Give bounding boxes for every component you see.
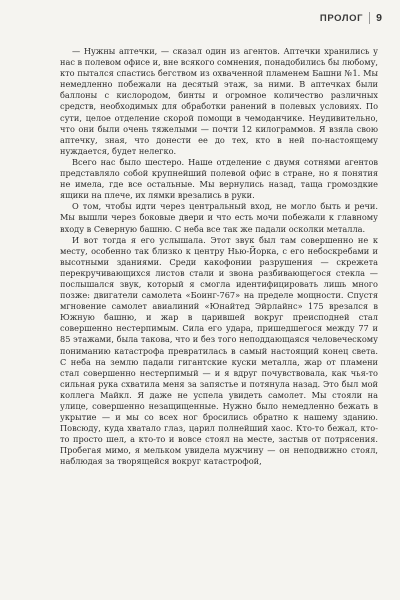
paragraph: О том, чтобы идти через центральный вход, не могло быть и речи. Мы вышли через боковые двери и что есть мочи побежали к главному входу в Северную башню. С неба все так же падали осколки металла. [60,201,378,234]
paragraph: — Нужны аптечки, — сказал один из агентов. Аптечки хранились у нас в полевом офисе и, вне всякого сомнения, понадобились бы любому, кто пытался спастись бегством из охваченной пламенем Башни №1. Мы немедленно побежали на десятый этаж, за ними. В аптечках были баллоны с кислородом, бинты и огромное количество различных средств, необходимых для обработки ранений в полевых условиях. По сути, целое отделение скорой помощи в чемоданчике. Неудивительно, что они были очень тяжелыми — почти 12 килограммов. Я взяла свою аптечку, зная, что донести ее до тех, кто в ней по-настоящему нуждается, будет нелегко. [60,46,378,156]
header-divider [369,12,370,24]
running-head [320,12,382,24]
chapter-title: ПРОЛОГ [319,12,364,24]
paragraph: Всего нас было шестеро. Наше отделение с двумя сотнями агентов представляло собой крупнейший полевой офис в стране, но я понятия не имела, где все остальные. Мы вернулись назад, таща громоздкие ящики на плече, их лямки врезались в руки. [60,156,378,201]
page-number: 9 [376,12,382,24]
paragraph: И вот тогда я его услышала. Этот звук был там совершенно не к месту, особенно так близко к центру Нью-Йорка, с его небоскребами и высотными зданиями. Среди какофонии разрушения — скрежета перекручивающихся листов стали и звона разбивающегося стекла — послышался звук, который я смогла идентифицировать лишь много позже: двигатели самолета «Боинг-767» на пределе мощности. Спустя мгновение самолет авиалиний «Юнайтед Эйрлайнс» 175 врезался в Южную башню, и жар в царившей вокруг преисподней стал совершенно нестерпимым. Сила его удара, пришедшегося между 77 и 85 этажами, была такова, что и без того неподдающаяся человеческому пониманию катастрофа превратилась в самый настоящий конец света. С неба на землю падали гигантские куски металла, жар от пламени стал совершенно нестерпимый — и я вдруг почувствовала, как чья-то сильная рука схватила меня за запястье и потянула назад. Это был мой коллега Майкл. Я даже не успела увидеть самолет. Мы стояли на улице, совершенно незащищенные. Нужно было немедленно бежать в укрытие — и мы со всех ног бросились обратно к нашему зданию. Повсюду, куда хватало глаз, царил полнейший хаос. Кто-то бежал, кто-то просто шел, а кто-то и вовсе стоял на месте, застыв от потрясения. Пробегая мимо, я мельком увидела мужчину — он неподвижно стоял, наблюдая за творящейся вокруг катастрофой, [60,234,378,467]
body-text [60,46,378,468]
